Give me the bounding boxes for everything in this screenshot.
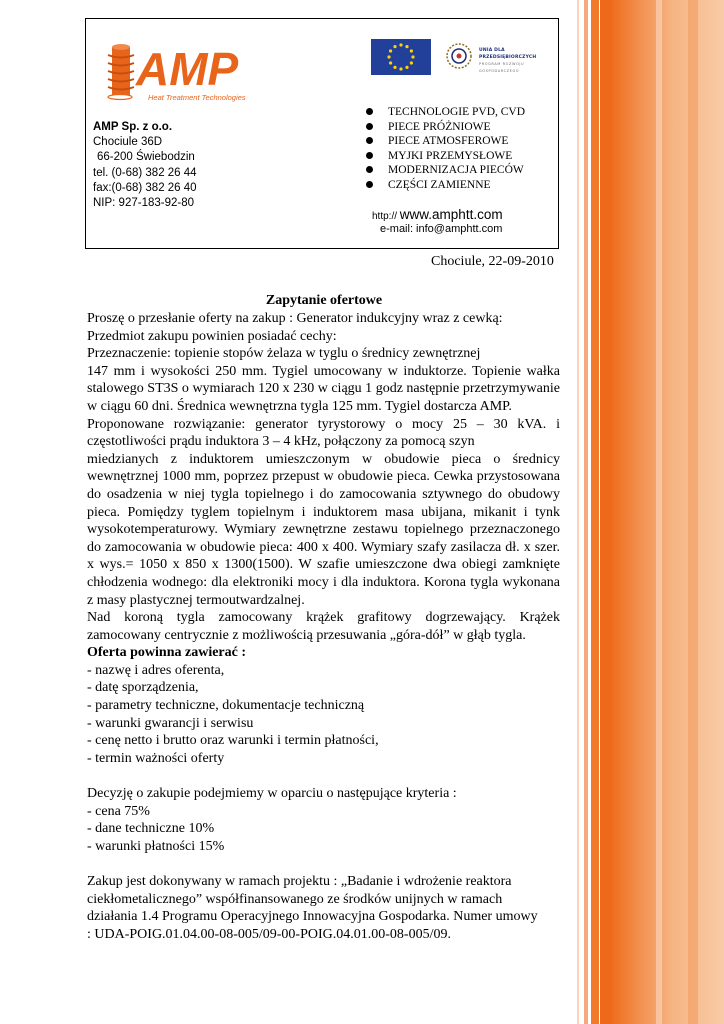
service-item: MYJKI PRZEMYSŁOWE	[366, 149, 525, 164]
logo-brand: AMP	[136, 43, 239, 95]
decorative-stripe	[584, 0, 588, 1024]
website	[372, 207, 503, 222]
letter-date: Chociule, 22-09-2010	[431, 254, 554, 269]
decorative-stripe	[600, 0, 612, 1024]
letter-body	[87, 310, 560, 943]
criteria-item: - cena 75%	[87, 803, 150, 819]
body-line: częstotliwości prądu induktora 3 – 4 kHz, połączony za pomocą szyn	[87, 434, 475, 450]
services-list	[366, 105, 525, 192]
criteria-heading: Decyzję o zakupie podejmiemy w oparciu o następujące kryteria :	[87, 786, 457, 802]
letterhead	[85, 18, 559, 249]
decorative-stripe	[688, 0, 698, 1024]
service-item: TECHNOLOGIE PVD, CVD	[366, 105, 525, 120]
project-line: działania 1.4 Programu Operacyjnego Innowacyjna Gospodarka. Numer umowy	[87, 909, 538, 925]
body-paragraph: 147 mm i wysokości 250 mm. Tygiel umocowany w induktorze. Topienie wałka stalowego ST3S o wymiarach 120 x 230 w ciągu 1 godz następnie przetrzymywanie w ciągu 60 dni. Średnica wewnętrzna tygla 125 mm. Tygiel dostarcza AMP.	[87, 363, 560, 414]
eu-sub-line: PROGRAM ROZWOJU GOSPODARCZEGO	[479, 62, 525, 73]
project-line: : UDA-POIG.01.04.00-08-005/09-00-POIG.04.01.00-08-005/09.	[87, 926, 451, 942]
company-name: AMP Sp. z o.o.	[93, 121, 173, 133]
decorative-stripe	[656, 0, 662, 1024]
service-item: MODERNIZACJA PIECÓW	[366, 163, 525, 178]
email-address[interactable]: e-mail: info@amphtt.com	[380, 223, 503, 235]
body-paragraph: miedzianych z induktorem umieszczonym w obudowie pieca o średnicy wewnętrznej 1000 mm, poprzez przepust w obudowie pieca. Cewka przystosowana do osadzenia w niej tygla topielnego i do zamocowania sztywnego do obudowy pieca. Pomiędzy tyglem topielnym i induktorem masa ubijana, mikanit i tynk wysokotemperaturowy. Wymiary zewnętrzne zestawu topielnego przeznaczonego do zamocowania w obudowie pieca: 400 x 400. Wymiary szafy zasilacza dł. x szer. x wys.= 1050 x 850 x 1300(1500). W szafie umieszczone dwa obiegi zamknięte chłodzenia wodnego: dla elektroniki mocy i dla induktora. Korona tygla wykonana z masy plastycznej termoutwardzalnej.	[87, 451, 560, 608]
criteria-item: - warunki płatności 15%	[87, 838, 225, 854]
service-item: PIECE ATMOSFEROWE	[366, 134, 525, 149]
eu-program-label	[479, 47, 558, 75]
offer-item: - parametry techniczne, dokumentacje techniczną	[87, 698, 365, 714]
company-nip: NIP: 927-183-92-80	[93, 197, 195, 210]
offer-item: - termin ważności oferty	[87, 750, 225, 766]
company-street: Chociule 36D	[93, 136, 163, 149]
amp-logo	[106, 27, 266, 107]
letter-title: Zapytanie ofertowe	[265, 293, 383, 308]
body-line: Przeznaczenie: topienie stopów żelaza w tyglu o średnicy zewnętrznej	[87, 346, 481, 362]
body-line: Proszę o przesłanie oferty na zakup : Generator indukcyjny wraz z cewką:	[87, 311, 503, 326]
criteria-item: - dane techniczne 10%	[87, 821, 215, 837]
body-line: Przedmiot zakupu powinien posiadać cechy:	[87, 328, 337, 344]
eu-flag-icon	[371, 39, 431, 75]
logo-tagline: Heat Treatment Technologies	[148, 93, 246, 102]
offer-item: - datę sporządzenia,	[87, 680, 199, 696]
company-fax: fax:(0-68) 382 26 40	[93, 181, 197, 194]
offer-item: - warunki gwarancji i serwisu	[87, 715, 254, 731]
decorative-stripe	[612, 0, 724, 1024]
project-line: ciekłometalicznego” współfinansowanego ze środków unijnych w ramach	[87, 891, 503, 907]
decorative-stripe	[577, 0, 579, 1024]
offer-item: - nazwę i adres oferenta,	[87, 662, 225, 678]
company-city: 66-200 Świebodzin	[97, 151, 195, 164]
offer-item: - cenę netto i brutto oraz warunki i termin płatności,	[87, 733, 379, 749]
body-paragraph: Nad koroną tygla zamocowany krążek grafitowy dogrzewający. Krążek zamocowany centrycznie z możliwością przesuwania „góra-dół” w głąb tygla.	[87, 610, 560, 643]
decorative-stripe	[591, 0, 599, 1024]
eu-emblem-icon	[444, 41, 474, 71]
project-line: Zakup jest dokonywany w ramach projektu : „Badanie i wdrożenie reaktora	[87, 874, 512, 889]
service-item: CZĘŚCI ZAMIENNE	[366, 178, 525, 193]
website-prefix: http://	[372, 211, 400, 222]
offer-heading: Oferta powinna zawierać :	[87, 645, 247, 661]
eu-org-line: UNIA DLA PRZEDSIĘBIORCZYCH	[479, 48, 537, 60]
company-address	[93, 120, 197, 211]
company-tel: tel. (0-68) 382 26 44	[93, 166, 197, 179]
website-link[interactable]: www.amphtt.com	[399, 207, 503, 222]
body-line: Proponowane rozwiązanie: generator tyrystorowy o mocy 25 – 30 kVA. i	[87, 416, 560, 432]
service-item: PIECE PRÓŻNIOWE	[366, 120, 525, 135]
